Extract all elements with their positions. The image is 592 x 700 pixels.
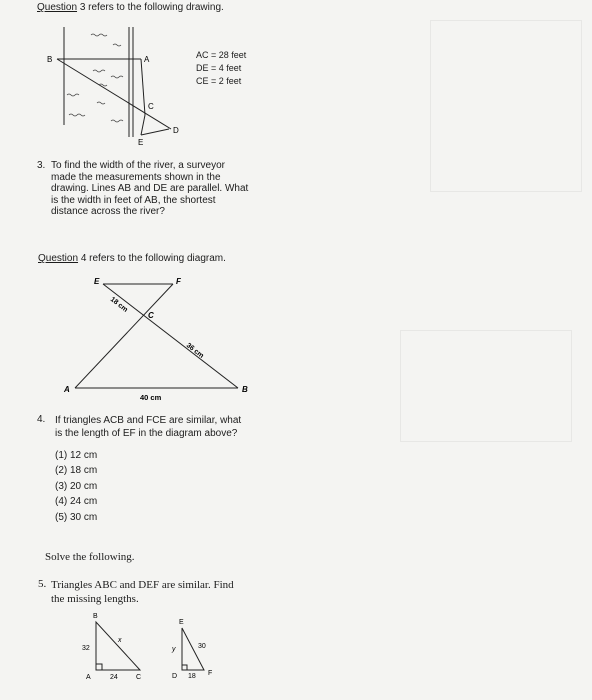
length-cb: 36 cm bbox=[184, 342, 205, 360]
q4-option-2[interactable]: (2) 18 cm bbox=[55, 465, 98, 476]
q4-text-line: If triangles ACB and FCE are similar, what bbox=[55, 415, 242, 426]
label-c: C bbox=[136, 674, 142, 681]
q3-measure-ac: AC = 28 feet bbox=[196, 50, 247, 60]
q3-header bbox=[37, 2, 224, 14]
label-d: D bbox=[172, 673, 178, 680]
label-d: D bbox=[173, 126, 179, 135]
q5-text-line: Triangles ABC and DEF are similar. Find bbox=[51, 579, 234, 591]
right-angle-marker bbox=[182, 665, 187, 670]
q4-header-rest: 4 refers to the following diagram. bbox=[80, 253, 226, 264]
q5-question-text bbox=[51, 578, 234, 606]
q5-instruction: Solve the following. bbox=[45, 551, 135, 563]
q3-header-link: Question bbox=[37, 2, 78, 13]
q4-number: 4. bbox=[37, 414, 46, 425]
label-c: C bbox=[148, 102, 154, 111]
q3-question-text bbox=[51, 160, 248, 218]
right-angle-marker bbox=[96, 664, 102, 670]
water-ripples bbox=[67, 34, 123, 122]
line-ce bbox=[141, 115, 145, 135]
bleed-through-panel bbox=[430, 20, 582, 192]
label-a: A bbox=[144, 55, 150, 64]
q5-text-line: the missing lengths. bbox=[51, 593, 139, 605]
q3-river-diagram bbox=[45, 25, 255, 155]
q4-header bbox=[38, 253, 226, 265]
q4-option-4[interactable]: (4) 24 cm bbox=[55, 496, 98, 507]
side-ab-length: 32 bbox=[82, 645, 90, 652]
q3-text-line: drawing. Lines AB and DE are parallel. What bbox=[51, 183, 249, 194]
q3-measure-de: DE = 4 feet bbox=[196, 63, 242, 73]
q4-option-3[interactable]: (3) 20 cm bbox=[55, 481, 98, 492]
line-de bbox=[141, 129, 169, 135]
label-e: E bbox=[179, 619, 184, 626]
side-de-unknown: y bbox=[172, 646, 176, 653]
q4-question-text bbox=[55, 414, 241, 440]
q4-triangles-diagram bbox=[60, 274, 260, 404]
length-ec: 18 cm bbox=[108, 296, 129, 314]
side-bc-unknown: x bbox=[118, 637, 122, 644]
side-df-length: 18 bbox=[188, 673, 196, 680]
q3-text-line: distance across the river? bbox=[51, 206, 165, 217]
label-e: E bbox=[138, 138, 144, 147]
q4-text-line: is the length of EF in the diagram above? bbox=[55, 428, 238, 439]
q5-number: 5. bbox=[38, 578, 47, 590]
label-b: B bbox=[47, 55, 53, 64]
q3-number: 3. bbox=[37, 160, 46, 171]
label-c: C bbox=[148, 311, 154, 320]
label-b: B bbox=[93, 613, 98, 620]
length-ab: 40 cm bbox=[140, 393, 162, 402]
label-e: E bbox=[94, 277, 100, 286]
q3-header-rest: 3 refers to the following drawing. bbox=[79, 2, 224, 13]
label-f: F bbox=[176, 277, 181, 286]
side-ef-length: 30 bbox=[198, 643, 206, 650]
q4-header-link: Question bbox=[38, 253, 79, 264]
q3-text-line: is the width in feet of AB, the shortest bbox=[51, 194, 216, 206]
q5-triangle-abc bbox=[80, 610, 170, 680]
side-ac-length: 24 bbox=[110, 674, 118, 681]
triangle-abc-shape bbox=[96, 622, 140, 670]
label-a: A bbox=[64, 385, 70, 394]
line-bd bbox=[57, 59, 171, 129]
label-a: A bbox=[86, 674, 91, 681]
q3-text-line: made the measurements shown in the bbox=[51, 171, 221, 183]
q3-text-line: To find the width of the river, a surveyor bbox=[51, 160, 225, 171]
q4-option-1[interactable]: (1) 12 cm bbox=[55, 450, 98, 461]
line-eb bbox=[103, 284, 238, 388]
label-b: B bbox=[242, 385, 248, 394]
q3-measure-ce: CE = 2 feet bbox=[196, 76, 242, 86]
label-f: F bbox=[208, 670, 213, 677]
q5-triangle-def bbox=[168, 618, 238, 688]
q4-option-5[interactable]: (5) 30 cm bbox=[55, 512, 98, 523]
line-ac bbox=[141, 59, 145, 115]
bleed-through-panel bbox=[400, 330, 572, 442]
